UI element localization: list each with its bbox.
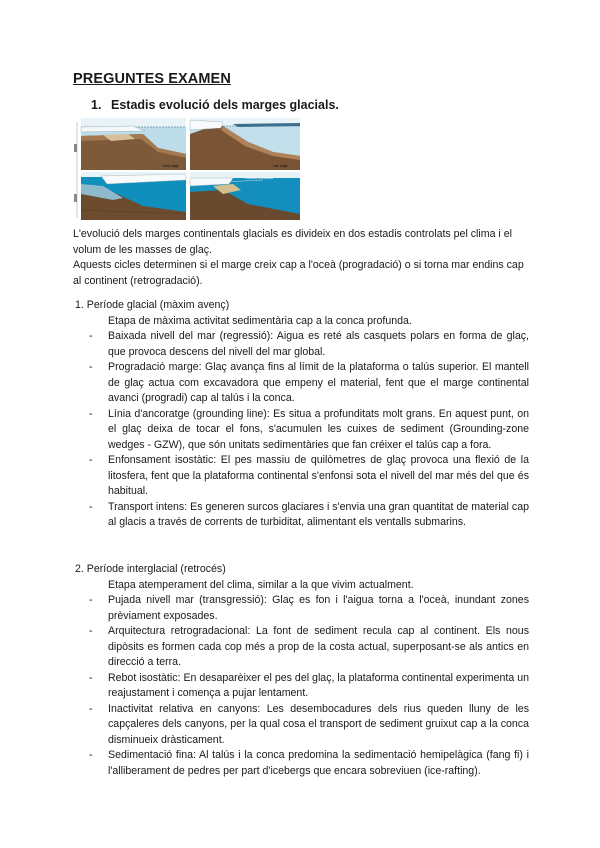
panel-top-right — [190, 118, 300, 170]
figure-label-early: Early stage — [163, 164, 179, 168]
subtitle-number: 1. — [91, 98, 102, 112]
list-item: - Arquitectura retrogradacional: La font de sediment recula cap al continent. Els nous dipòsits es formen cada cop més a prop de la costa actual, superposant-se als antics en direcció a terra. — [75, 624, 529, 671]
intro-paragraph-1: L'evolució dels marges continentals glacials es divideix en dos estadis controlats pel clima i el volum de les masses de glaç. — [73, 228, 512, 256]
section-glacial — [75, 298, 529, 531]
list-item: - Línia d'ancoratge (grounding line): Es situa a profunditats molt grans. En aquest punt, on el glaç deixa de tocar el fons, s'acumulen les cuixes de sediment (Grounding-zone wedges - GZW), que són unitats sedimentàries que fan créixer el talús cap a fora. — [75, 407, 529, 454]
panel-bottom-right — [190, 172, 300, 220]
list-item: - Baixada nivell del mar (regressió): Aigua es reté als casquets polars en forma de glaç, que provoca descens del nivell del mar global. — [75, 329, 529, 360]
page-title: PREGUNTES EXAMEN — [73, 71, 231, 87]
list-item: - Transport intens: Es generen surcos glaciares i s'envia una gran quantitat de material cap al glacis a través de corrents de turbiditat, alimentant els ventalls submarins. — [75, 500, 529, 531]
section-subtitle — [91, 98, 339, 112]
figure-legend: Grounding zone wedges — [245, 177, 274, 180]
figure-label-late: Late stage — [273, 164, 288, 168]
subtitle-text: Estadis evolució dels marges glacials. — [111, 98, 339, 112]
section-interglacial-list — [75, 593, 529, 779]
list-item: - Enfonsament isostàtic: El pes massiu de quilòmetres de glaç provoca una flexió de la litosfera, fent que la plataforma continental s'enfonsi sota el nivell del mar més del que és habitual. — [75, 453, 529, 500]
list-item: - Sedimentació fina: Al talús i la conca predomina la sedimentació hemipelàgica (fang fi) i l'alliberament de pedres per part d'icebergs que encara sobreviuen (ice-rafting). — [75, 748, 529, 779]
intro-paragraph-2: Aquests cicles determinen si el marge creix cap a l'oceà (progradació) o si torna mar endins cap al continent (retrogradació). — [73, 259, 524, 287]
section-glacial-heading: 1. Període glacial (màxim avenç) — [75, 299, 230, 311]
section-interglacial-lead: Etapa atemperament del clima, similar a la que vivim actualment. — [108, 578, 414, 591]
list-item: - Rebot isostàtic: En desaparèixer el pes del glaç, la plataforma continental experimenta un reajustament i comença a pujar lentament. — [75, 671, 529, 702]
panel-top-left — [81, 118, 186, 170]
list-item: - Progradació marge: Glaç avança fins al límit de la plataforma o talús superior. El mantell de glaç actua com excavadora que empeny el material, fent que el marge continental avanci (progradi) cap al talús i la conca. — [75, 360, 529, 407]
section-interglacial — [75, 562, 529, 779]
glacial-margin-figure — [73, 114, 303, 224]
list-item: - Inactivitat relativa en canyons: Les desembocadures dels rius queden lluny de les capçaleres dels canyons, per la qual cosa el transport de sediment gruixut cap a la conca disminueix dràsticament. — [75, 702, 529, 749]
section-glacial-lead: Etapa de màxima activitat sedimentària cap a la conca profunda. — [108, 314, 412, 327]
section-interglacial-heading: 2. Període interglacial (retrocés) — [75, 563, 226, 575]
panel-bottom-left — [81, 172, 186, 220]
intro-text — [73, 227, 529, 289]
list-item: - Pujada nivell mar (transgressió): Glaç es fon i l'aigua torna a l'oceà, inundant zones prèviament exposades. — [75, 593, 529, 624]
section-glacial-list — [75, 329, 529, 531]
